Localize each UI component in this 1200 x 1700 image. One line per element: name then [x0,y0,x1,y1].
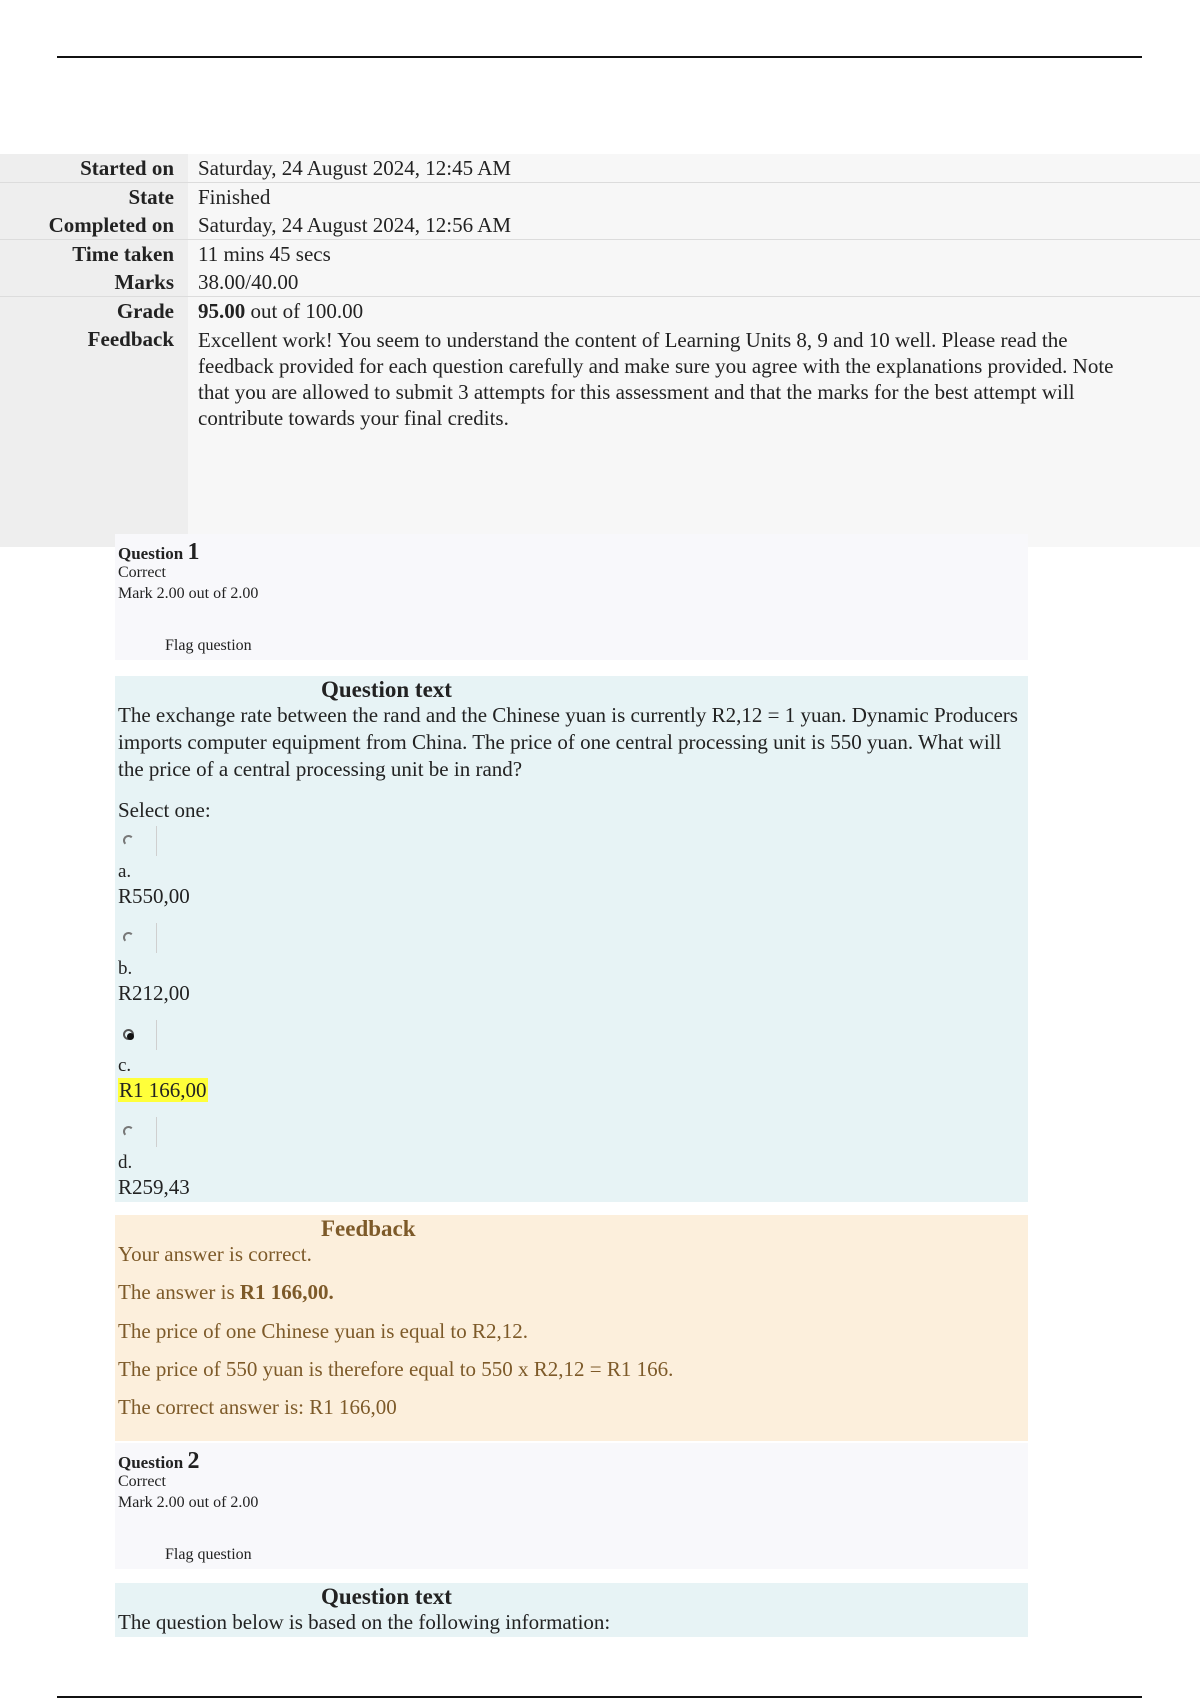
question-text-block [115,676,1028,1202]
summary-label: Grade [0,296,188,325]
question-mark: Mark 2.00 out of 2.00 [118,585,259,602]
question-info [115,1443,1028,1569]
question-text: The question below is based on the following information: [118,1610,611,1634]
summary-value: Finished [188,182,1200,211]
highlighted-answer: R1 166,00 [119,1078,207,1102]
option-a-text: R550,00 [118,884,190,908]
summary-value [188,296,1200,325]
summary-time-taken [0,239,1200,268]
summary-value: 38.00/40.00 [188,268,1200,296]
question-text-heading: Question text [321,1584,452,1609]
question-mark: Mark 2.00 out of 2.00 [118,1494,259,1511]
summary-completed-on [0,211,1200,239]
bottom-rule [57,1696,1142,1698]
question-state: Correct [118,564,166,581]
option-b-letter: b. [118,958,133,979]
feedback-heading: Feedback [321,1216,416,1241]
option-b-radio[interactable] [118,923,156,953]
summary-label: Marks [0,268,188,296]
option-b-text: R212,00 [118,981,190,1005]
summary-marks [0,268,1200,296]
summary-state [0,182,1200,211]
summary-started-on [0,154,1200,182]
question-text-block [115,1583,1028,1637]
summary-label: State [0,182,188,211]
question-info [115,534,1028,660]
summary-label: Time taken [0,239,188,268]
feedback-line: The price of one Chinese yuan is equal to R2,12. [118,1319,528,1343]
option-d-radio[interactable] [118,1117,156,1147]
feedback-line: The correct answer is: R1 166,00 [118,1395,397,1419]
radio-circle-icon [123,1126,134,1137]
question-text-heading: Question text [321,677,452,702]
option-d-letter: d. [118,1152,133,1173]
option-c-radio[interactable] [118,1020,156,1050]
option-d-text: R259,43 [118,1175,190,1199]
feedback-line: The price of 550 yuan is therefore equal to 550 x R2,12 = R1 166. [118,1357,674,1381]
grade-out-of: out of 100.00 [245,299,364,323]
summary-value: Saturday, 24 August 2024, 12:56 AM [188,211,1200,239]
summary-value: Excellent work! You seem to understand the content of Learning Units 8, 9 and 10 well. Please read the feedback provided for each question carefully and make sure you agree with the explanations provided. Note that you are allowed to submit 3 attempts for this assessment and that the marks for the best attempt will contribute towards your final credits. [188,325,1200,547]
question-state: Correct [118,1473,166,1490]
feedback-line: The answer is R1 166,00. [118,1280,334,1304]
select-one-label: Select one: [118,798,211,822]
option-a-letter: a. [118,861,132,882]
feedback-line: Your answer is correct. [118,1242,312,1266]
attempt-summary [0,154,1200,547]
question-number: Question 2 [118,1448,200,1474]
option-c-letter: c. [118,1055,132,1076]
summary-label: Completed on [0,211,188,239]
radio-circle-icon [123,835,134,846]
question-text: The exchange rate between the rand and the Chinese yuan is currently R2,12 = 1 yuan. Dynamic Producers imports computer equipment from China. The price of one central processing unit is 550 yuan. What will the price of a central processing unit be in rand? [118,703,1018,781]
flag-question-link[interactable]: Flag question [165,1546,252,1563]
option-a-radio[interactable] [118,826,156,856]
grade-score: 95.00 [198,299,246,323]
summary-label: Feedback [0,325,188,547]
summary-feedback [0,325,1200,547]
summary-value: Saturday, 24 August 2024, 12:45 AM [188,154,1200,182]
question-feedback [115,1215,1028,1441]
radio-circle-icon [123,932,134,943]
summary-label: Started on [0,154,188,182]
summary-value: 11 mins 45 secs [188,239,1200,268]
option-c-text [118,1078,208,1103]
summary-grade [0,296,1200,325]
top-rule [57,56,1142,58]
question-number: Question 1 [118,539,200,565]
flag-question-link[interactable]: Flag question [165,637,252,654]
